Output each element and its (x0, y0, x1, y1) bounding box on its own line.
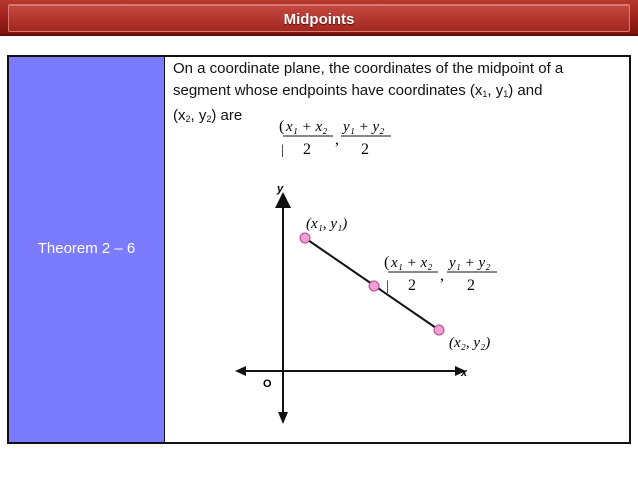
formula-denominator: 2 (467, 277, 475, 294)
subscript: 1 (503, 89, 509, 99)
formula-denominator: 2 (408, 277, 416, 294)
formula-denominator: 2 (361, 141, 369, 158)
endpoint-2 (434, 325, 444, 335)
page-title: Midpoints (283, 11, 355, 28)
formula-paren-lower: | (281, 143, 284, 158)
formula-denominator: 2 (303, 141, 311, 158)
origin-label: O (263, 378, 272, 390)
formula-open-paren: ( (279, 118, 285, 135)
formula-open-paren: ( (384, 254, 390, 271)
formula-numerator-y: y₁ + y₂ (343, 119, 385, 135)
statement-text: , y (190, 107, 207, 124)
formula-numerator-y: y₁ + y₂ (449, 255, 491, 271)
y-axis-arrow-up (278, 196, 288, 208)
x-axis-label: x (461, 367, 468, 379)
midpoint (369, 281, 379, 291)
formula-paren-lower: | (386, 279, 389, 294)
y-axis-arrow-down (278, 412, 288, 424)
statement-text: segment whose endpoints have coordinates (x (173, 82, 483, 99)
statement-text: (x (173, 107, 186, 124)
statement-text: , y (487, 82, 504, 99)
endpoint-1 (300, 233, 310, 243)
subscript: 2 (206, 114, 212, 124)
y-axis-label: y (277, 183, 284, 195)
endpoint-1-label: (x₁, y₁) (306, 216, 348, 232)
midpoint-formula (279, 118, 391, 158)
x-axis-arrow-left (235, 366, 246, 376)
subscript: 1 (482, 89, 488, 99)
statement-text: ) are (211, 107, 243, 124)
formula-numerator-x: x₁ + x₂ (286, 119, 328, 135)
formula-comma: , (335, 131, 339, 148)
statement-text: ) and (508, 82, 543, 99)
formula-comma: , (440, 267, 444, 284)
formula-numerator-x: x₁ + x₂ (391, 255, 433, 271)
midpoint-formula-diagram (384, 254, 497, 294)
theorem-label: Theorem 2 – 6 (37, 240, 136, 257)
statement-line-1: On a coordinate plane, the coordinates of the midpoint of a (173, 60, 564, 77)
subscript: 2 (185, 114, 191, 124)
endpoint-2-label: (x₂, y₂) (449, 335, 491, 351)
